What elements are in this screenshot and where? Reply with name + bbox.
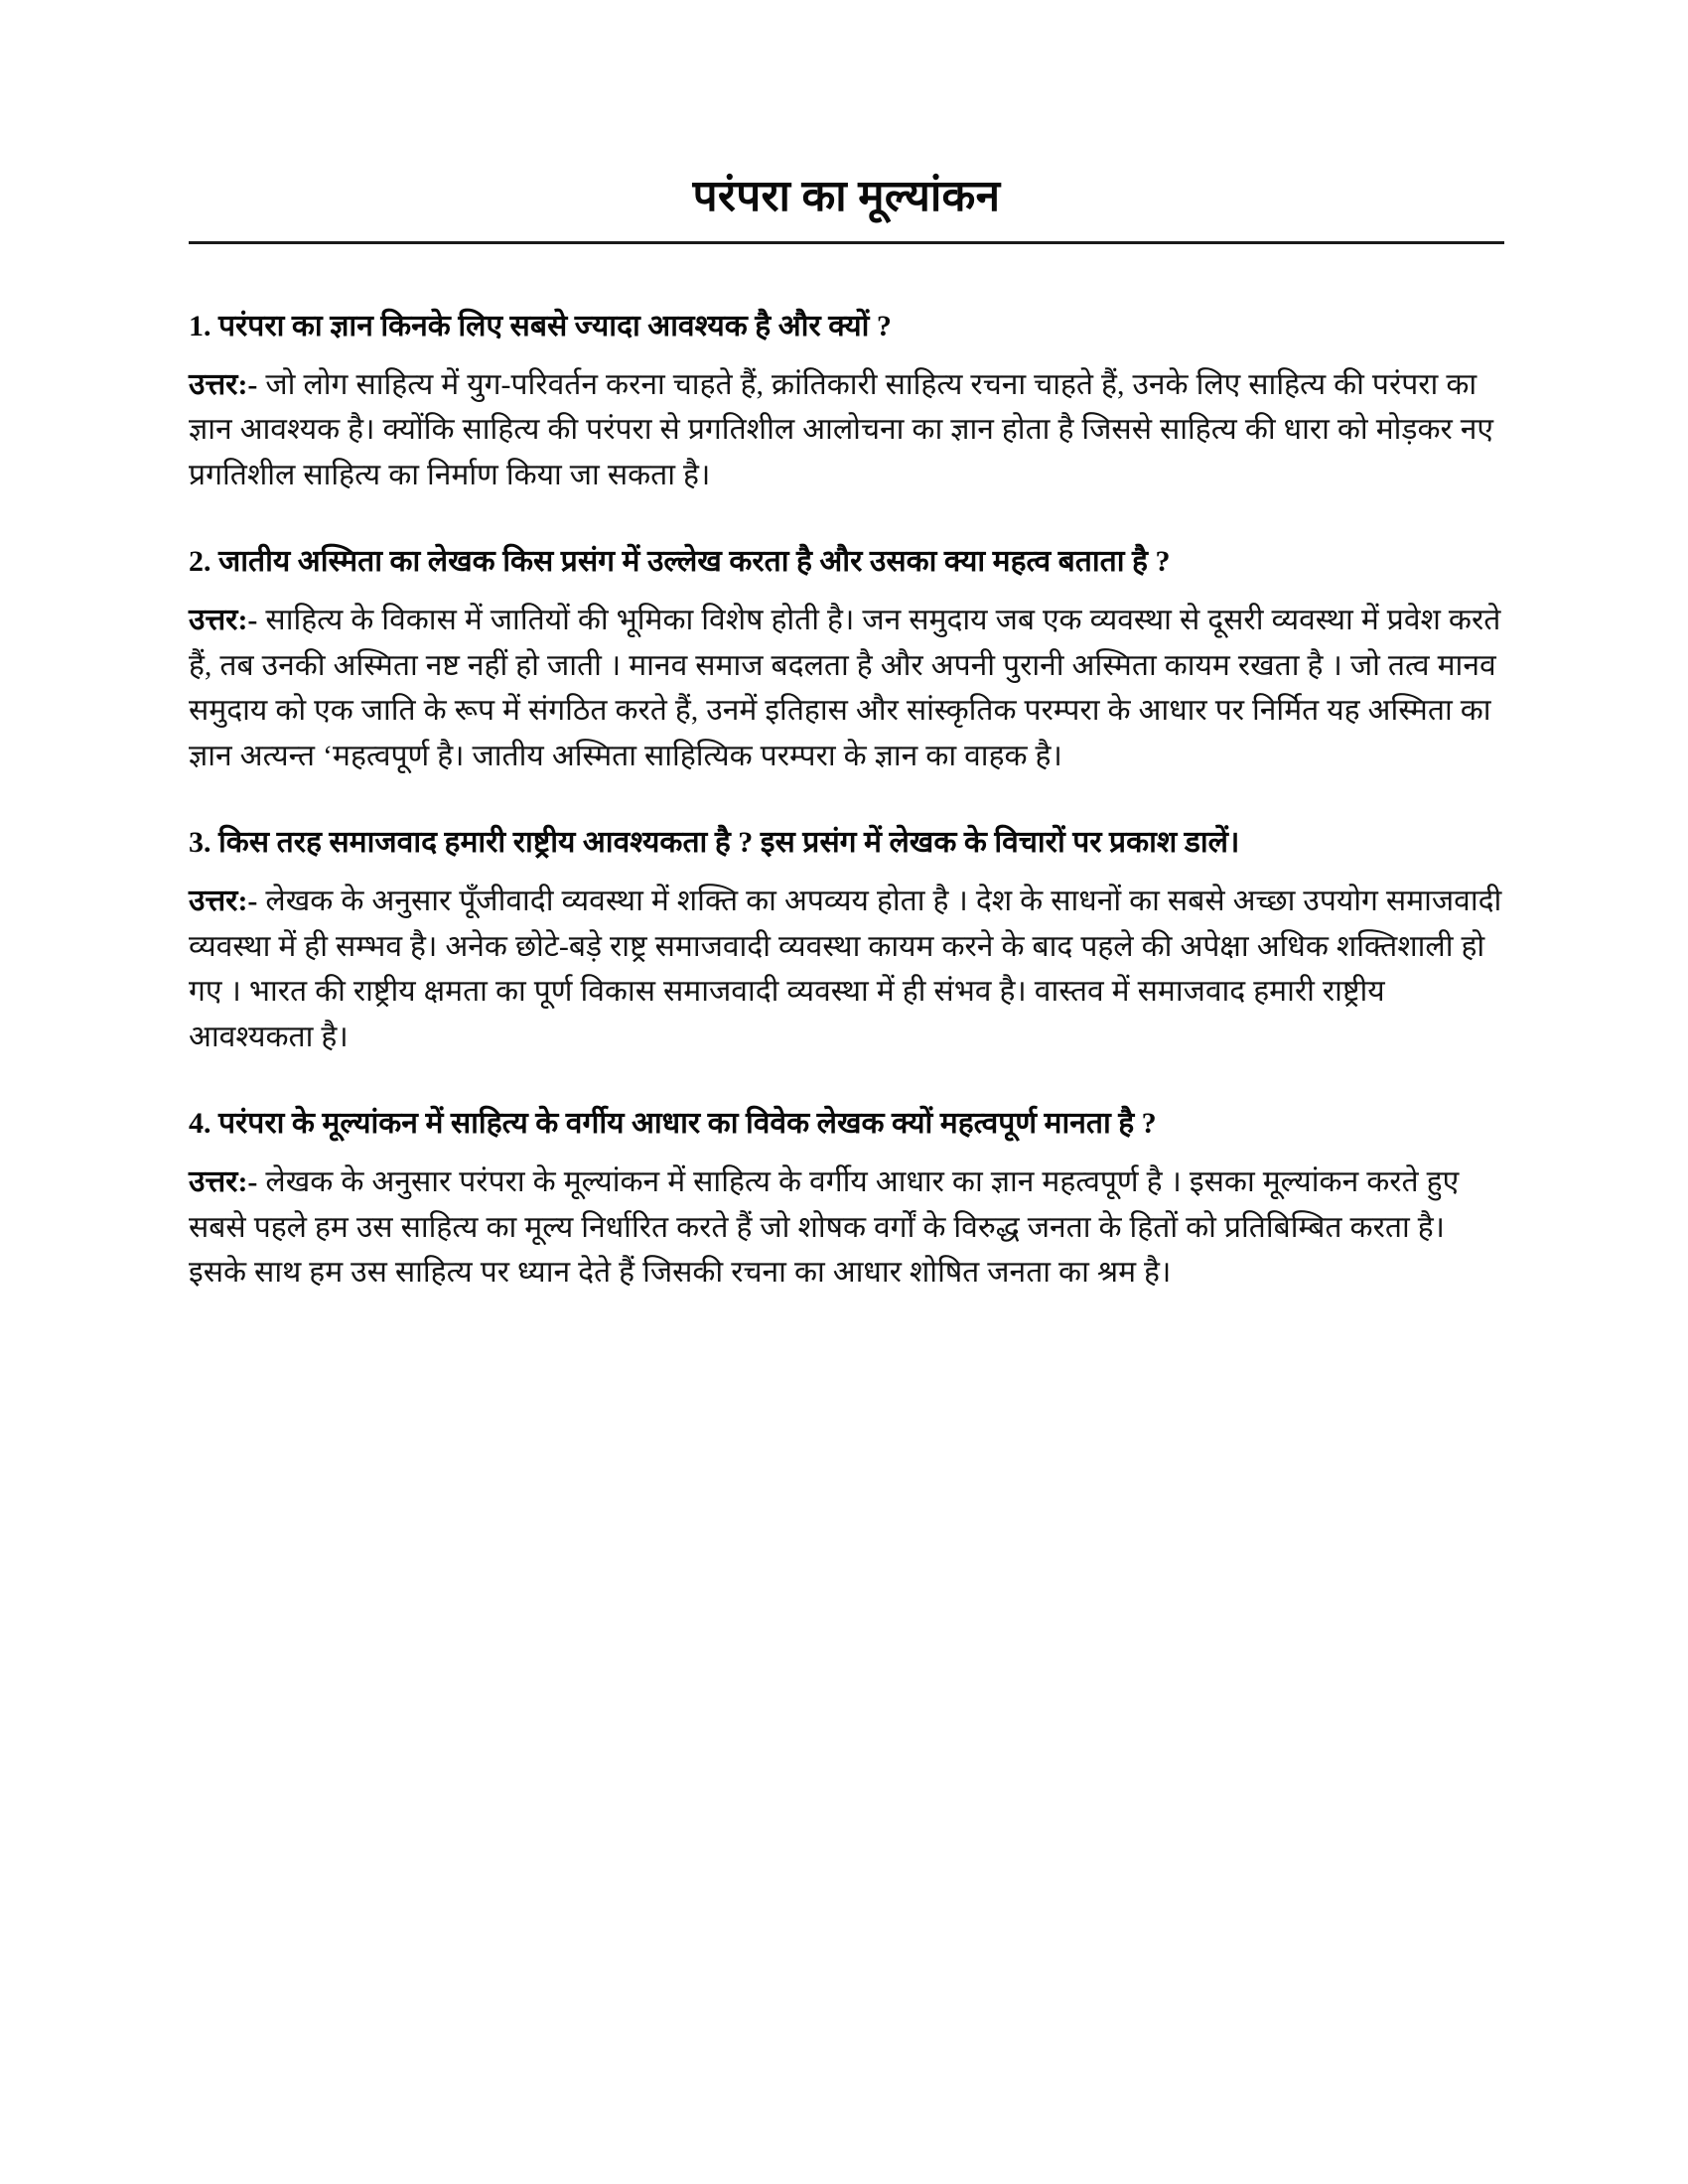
qa-block-3 <box>189 822 1504 1059</box>
answer-text-1: जो लोग साहित्य में युग-परिवर्तन करना चाहते हैं, क्रांतिकारी साहित्य रचना चाहते हैं, उनके लिए साहित्य की परंपरा का ज्ञान आवश्यक है। क्योंकि साहित्य की परंपरा से प्रगतिशील आलोचना का ज्ञान होता है जिससे साहित्य की धारा को मोड़कर नए प्रगतिशील साहित्य का निर्माण किया जा सकता है। <box>189 367 1494 491</box>
answer-text-2: साहित्य के विकास में जातियों की भूमिका विशेष होती है। जन समुदाय जब एक व्यवस्था से दूसरी व्यवस्था में प्रवेश करते हैं, तब उनकी अस्मिता नष्ट नहीं हो जाती । मानव समाज बदलता है और अपनी पुरानी अस्मिता कायम रखता है । जो तत्व मानव समुदाय को एक जाति के रूप में संगठित करते हैं, उनमें इतिहास और सांस्कृतिक परम्परा के आधार पर निर्मित यह अस्मिता का ज्ञान अत्यन्त ‘महत्वपूर्ण है। जातीय अस्मिता साहित्यिक परम्परा के ज्ञान का वाहक है। <box>189 603 1501 772</box>
answer-3 <box>189 879 1504 1059</box>
question-2: 2. जातीय अस्मिता का लेखक किस प्रसंग में उल्लेख करता है और उसका क्या महत्व बताता है ? <box>189 545 1171 579</box>
qa-block-2 <box>189 541 1504 778</box>
answer-label-1: उत्तर:- <box>189 367 258 401</box>
title-divider <box>189 241 1504 244</box>
question-3: 3. किस तरह समाजवाद हमारी राष्ट्रीय आवश्यकता है ? इस प्रसंग में लेखक के विचारों पर प्रकाश डालें। <box>189 826 1240 860</box>
qa-block-4 <box>189 1103 1504 1295</box>
qa-block-1 <box>189 306 1504 497</box>
answer-label-2: उत्तर:- <box>189 603 258 636</box>
answer-label-4: उत्तर:- <box>189 1164 258 1198</box>
answer-1 <box>189 362 1504 498</box>
answer-4 <box>189 1160 1504 1296</box>
question-4: 4. परंपरा के मूल्यांकन में साहित्य के वर्गीय आधार का विवेक लेखक क्यों महत्वपूर्ण मानता है ? <box>189 1107 1157 1141</box>
answer-2 <box>189 598 1504 778</box>
answer-label-3: उत्तर:- <box>189 884 258 917</box>
page-title: परंपरा का मूल्यांकन <box>692 172 1001 220</box>
answer-text-3: लेखक के अनुसार पूँजीवादी व्यवस्था में शक्ति का अपव्यय होता है । देश के साधनों का सबसे अच्छा उपयोग समाजवादी व्यवस्था में ही सम्भव है। अनेक छोटे-बड़े राष्ट्र समाजवादी व्यवस्था कायम करने के बाद पहले की अपेक्षा अधिक शक्तिशाली हो गए । भारत की राष्ट्रीय क्षमता का पूर्ण विकास समाजवादी व्यवस्था में ही संभव है। वास्तव में समाजवाद हमारी राष्ट्रीय आवश्यकता है। <box>189 884 1502 1053</box>
question-1: 1. परंपरा का ज्ञान किनके लिए सबसे ज्यादा आवश्यक है और क्यों ? <box>189 310 892 342</box>
answer-text-4: लेखक के अनुसार परंपरा के मूल्यांकन में साहित्य के वर्गीय आधार का ज्ञान महत्वपूर्ण है । इसका मूल्यांकन करते हुए सबसे पहले हम उस साहित्य का मूल्य निर्धारित करते हैं जो शोषक वर्गों के विरुद्ध जनता के हितों को प्रतिबिम्बित करता है। इसके साथ हम उस साहित्य पर ध्यान देते हैं जिसकी रचना का आधार शोषित जनता का श्रम है। <box>189 1164 1460 1290</box>
